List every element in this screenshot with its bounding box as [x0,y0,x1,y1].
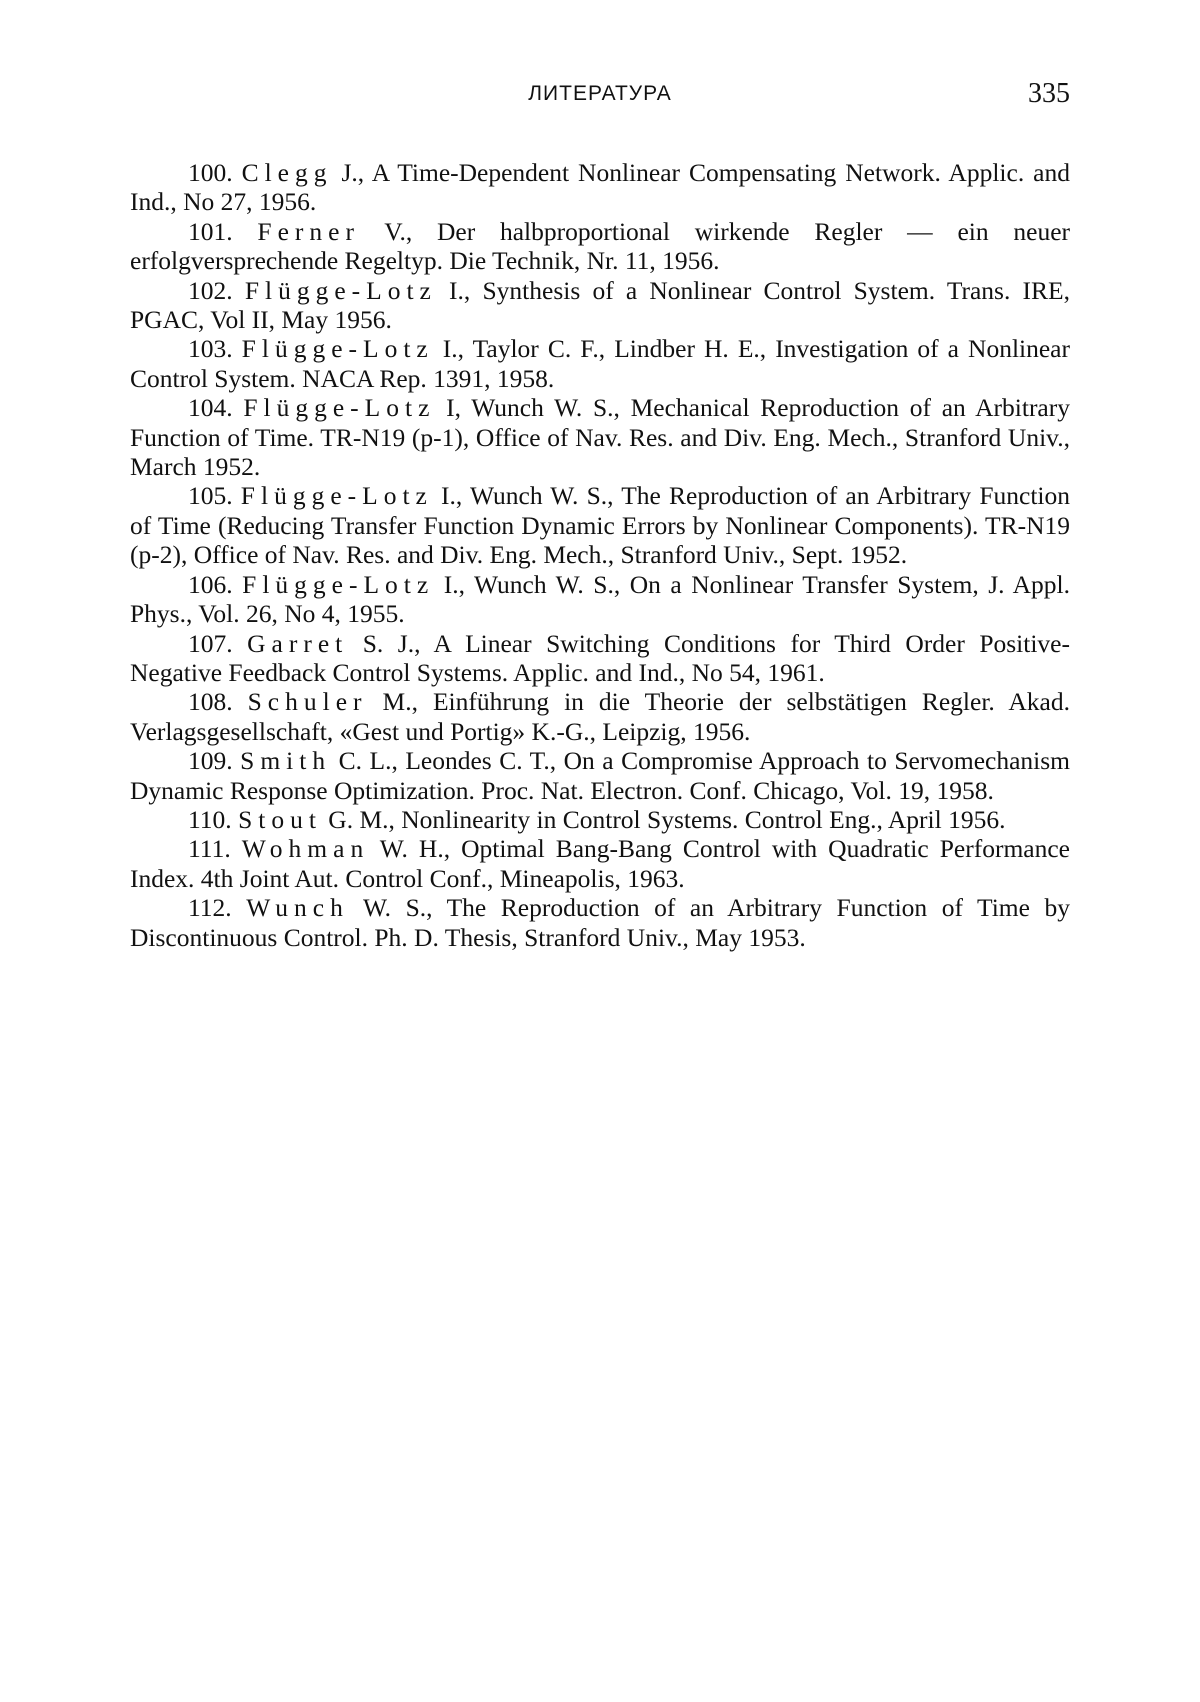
reference-number: 103. [188,334,233,364]
reference-author: Flügge-Lotz [240,481,433,511]
reference-text: W. S., The Reproduction of an Arbitrary Function of Time by Discontinuous Control. Ph. D. Thesis, Stranford Univ., May 1953. [130,893,1071,952]
reference-text: C. L., Leondes C. T., On a Compromise Approach to Servomechanism Dynamic Response Optimization. Proc. Nat. Electron. Conf. Chicago, Vol. 19, 1958. [130,746,1070,805]
reference-item [130,334,1070,393]
reference-number: 107. [188,628,233,658]
reference-number: 106. [188,569,233,599]
reference-list [130,158,1070,952]
reference-text: S. J., A Linear Switching Conditions for Third Order Positive-Negative Feedback Control Systems. Applic. and Ind., No 54, 1961. [130,628,1070,687]
reference-text: I., Synthesis of a Nonlinear Control System. Trans. IRE, PGAC, Vol II, May 1956. [130,275,1070,335]
reference-author: Stout [238,804,322,834]
reference-number: 104. [188,393,233,423]
reference-text: M., Einführung in die Theorie der selbstätigen Regler. Akad. Verlagsgesellschaft, «Gest und Portig» K.-G., Leipzig, 1956. [130,687,1070,746]
reference-text: G. M., Nonlinearity in Control Systems. Control Eng., April 1956. [321,804,1006,834]
reference-item [130,276,1070,335]
reference-number: 105. [188,481,233,511]
reference-number: 109. [188,746,233,776]
reference-text: I, Wunch W. S., Mechanical Reproduction of an Arbitrary Function of Time. TR-N19 (p-1), Office of Nav. Res. and Div. Eng. Mech., Stranford Univ., March 1952. [130,393,1070,482]
reference-author: Smith [240,746,332,776]
reference-item [130,893,1070,952]
reference-author: Flügge-Lotz [244,275,437,305]
reference-item [130,217,1070,276]
reference-author: Clegg [241,158,333,187]
reference-number: 101. [188,216,233,246]
reference-item [130,805,1070,834]
reference-text: I., Taylor C. F., Lindber H. E., Investigation of a Nonlinear Control System. NACA Rep. 1391, 1958. [130,334,1070,393]
reference-text: J., A Time-Dependent Nonlinear Compensating Network. Applic. and Ind., No 27, 1956. [130,158,1070,217]
reference-number: 108. [188,687,233,717]
reference-item [130,687,1070,746]
reference-author: Flügge-Lotz [243,393,436,423]
reference-item [130,834,1070,893]
reference-item [130,570,1070,629]
reference-item [130,746,1070,805]
reference-number: 110. [188,804,232,834]
reference-author: Ferner [257,216,360,246]
reference-item [130,393,1070,481]
running-title: ЛИТЕРАТУРА [528,82,672,105]
reference-author: Garret [247,628,349,658]
reference-author: Flügge-Lotz [242,569,435,599]
reference-text: V., Der halbproportional wirkende Regler — ein neuer erfolgversprechende Regeltyp. Die Technik, Nr. 11, 1956. [130,216,1071,276]
reference-text: I., Wunch W. S., The Reproduction of an Arbitrary Function of Time (Reducing Transfer Function Dynamic Errors by Nonlinear Components). TR-N19 (p-2), Office of Nav. Res. and Div. Eng. Mech., Stranford Univ., Sept. 1952. [130,481,1070,570]
reference-text: W. H., Optimal Bang-Bang Control with Quadratic Performance Index. 4th Joint Aut. Control Conf., Mineapolis, 1963. [130,834,1070,893]
reference-text: I., Wunch W. S., On a Nonlinear Transfer System, J. Appl. Phys., Vol. 26, No 4, 1955. [130,569,1071,629]
reference-author: Schuler [247,687,368,717]
reference-author: Wunch [246,893,349,923]
page-number: 335 [1028,78,1070,109]
reference-number: 102. [188,275,233,305]
reference-number: 112. [188,893,232,923]
reference-number: 111. [188,834,231,864]
reference-item [130,481,1070,569]
reference-item [130,158,1070,217]
reference-number: 100. [188,158,233,187]
reference-author: Flügge-Lotz [241,334,434,364]
reference-author: Wohman [241,834,370,864]
reference-item [130,629,1070,688]
running-head [130,78,1070,122]
